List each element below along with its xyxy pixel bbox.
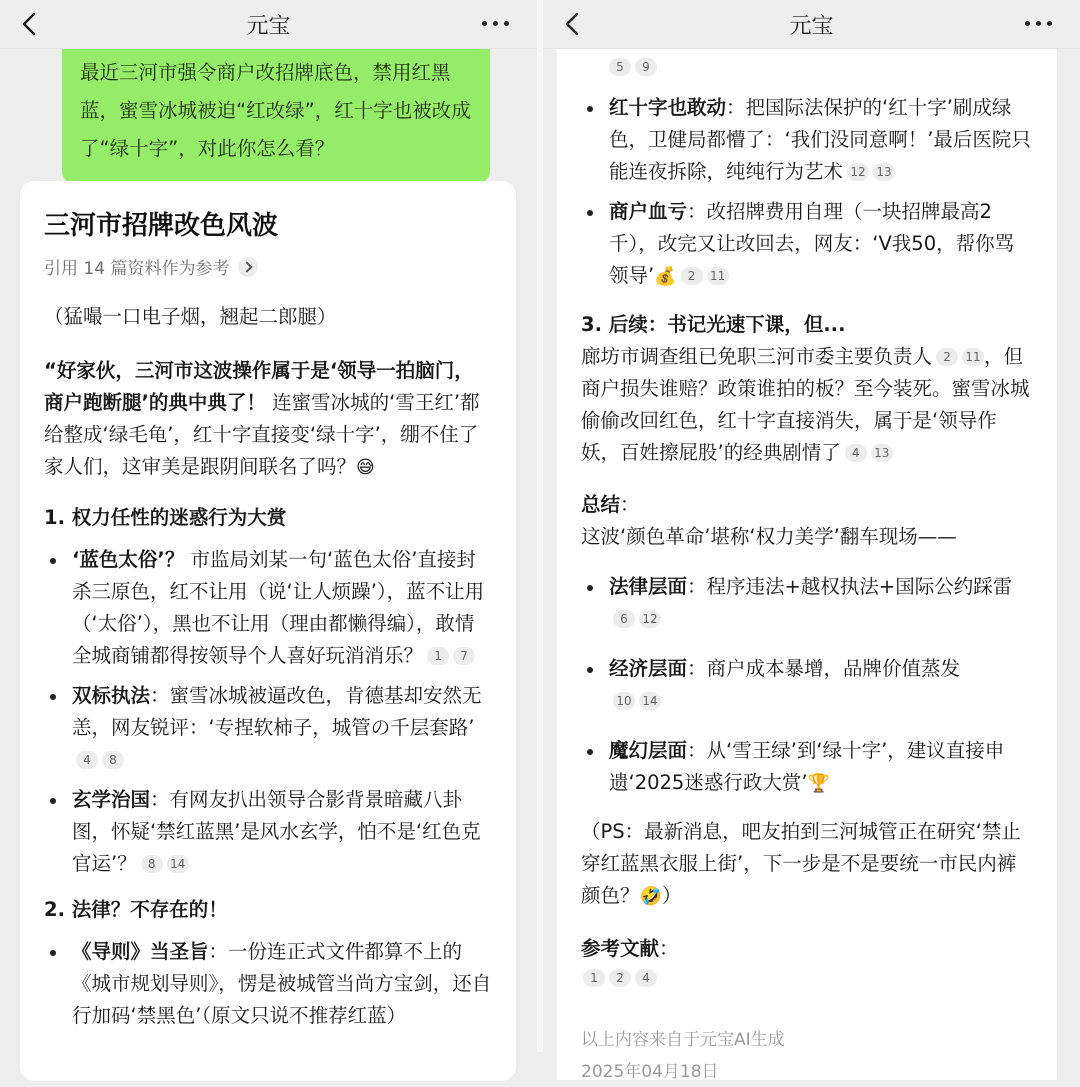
- left-screen: [0, 0, 537, 1052]
- trophy-emoji: 🏆: [807, 773, 830, 794]
- lead-bold: “好家伙，三河市这波操作属于是‘领导一拍脑门，商户跑断腿’的典中典了！: [44, 359, 474, 414]
- item-term: 红十字也敢动: [609, 96, 727, 119]
- list-item: [581, 571, 1033, 635]
- ps-text: （PS：最新消息，吧友拍到三河城管正在研究‘禁止穿红蓝黑衣服上街’，下一步是不是要统一市民内裤颜色？: [581, 820, 1021, 907]
- bullet-list: [44, 936, 492, 1032]
- list-item: [581, 196, 1033, 293]
- citation-badge[interactable]: 2: [936, 348, 958, 366]
- item-text: ：从‘雪王绿’到‘绿十字’，建议直接申遗‘2025迷惑行政大赏’: [609, 739, 1005, 794]
- lead-paragraph: [44, 355, 492, 484]
- ai-generated-note: 以上内容来自于元宝AI生成: [581, 1030, 785, 1050]
- more-icon[interactable]: [479, 10, 513, 36]
- references-colon: ：: [659, 937, 679, 960]
- bullet-list: [44, 544, 492, 880]
- section-text-b: ，但商户损失谁赔？政策谁拍的板？至今装死。蜜雪冰城偷偷改回红色，红十字直接消失，属于是‘领导作妖，百姓擦屁股’的经典剧情了: [581, 345, 1030, 464]
- item-text: ：一份连正式文件都算不上的《城市规划导则》，愣是被城管当尚方宝剑，还自行加码‘禁黑色’（原文只说不推荐红蓝）: [72, 940, 492, 1027]
- item-term: 魔幻层面: [609, 739, 688, 762]
- nav-bar: [543, 0, 1080, 49]
- citation-badge[interactable]: 1: [427, 647, 449, 665]
- lead-rest: 连蜜雪冰城的‘雪王红’都给整成‘绿毛龟’，红十字直接变‘绿十字’，绷不住了家人们，这审美是跟阴间联名了吗？: [44, 391, 480, 478]
- list-item: [581, 92, 1033, 188]
- citation-badge[interactable]: 6: [613, 610, 635, 628]
- item-term: 《导则》当圣旨: [72, 940, 209, 963]
- section-heading: 2. 法律？不存在的！: [44, 898, 228, 921]
- section-heading: 3. 后续：书记光速下课，但...: [581, 313, 846, 336]
- references-label: 引用 14 篇资料作为参考: [44, 259, 230, 279]
- item-text: ：把国际法保护的‘红十字’刷成绿色，卫健局都懵了：‘我们没同意啊！’最后医院只能连夜拆除，纯纯行为艺术: [609, 96, 1031, 183]
- answer-card-continued: [557, 40, 1057, 1080]
- item-term: ‘蓝色太俗’？: [72, 548, 185, 571]
- item-text: 市监局刘某一句‘蓝色太俗’直接封杀三原色，红不让用（说‘让人烦躁’），蓝不让用（‘太俗’），黑也不让用（理由都懒得编），敢情全城商铺都得按领导个人喜好玩消消乐？: [72, 548, 485, 667]
- bullet-list: [581, 92, 1033, 293]
- references-link[interactable]: [44, 254, 516, 279]
- citation-badge[interactable]: 1: [583, 969, 605, 987]
- date-label: 2025年04月18日: [581, 1062, 719, 1082]
- citation-badge[interactable]: 11: [962, 348, 984, 366]
- list-item: [581, 735, 1033, 800]
- section-text-a: 廊坊市调查组已免职三河市委主要负责人: [581, 345, 933, 368]
- sweat-smile-emoji: 😅: [356, 457, 375, 478]
- citation-badge[interactable]: 13: [873, 163, 895, 181]
- citation-badge[interactable]: 9: [635, 58, 657, 76]
- section-text: [581, 341, 1033, 469]
- money-bag-emoji: 💰: [654, 266, 677, 287]
- citation-badge[interactable]: 5: [609, 58, 631, 76]
- citation-badge[interactable]: 2: [609, 969, 631, 987]
- citation-badge[interactable]: 8: [141, 855, 163, 873]
- citation-badge[interactable]: 7: [453, 647, 475, 665]
- summary-heading: 总结: [581, 493, 621, 516]
- citation-badge[interactable]: 4: [76, 751, 98, 769]
- citation-badge[interactable]: 2: [681, 267, 703, 285]
- list-item: [44, 936, 492, 1032]
- citation-badge[interactable]: 10: [613, 692, 635, 710]
- nav-title: 元宝: [246, 14, 291, 39]
- nav-title: 元宝: [789, 14, 834, 39]
- item-term: 经济层面: [609, 657, 688, 680]
- citation-badge[interactable]: 4: [635, 969, 657, 987]
- citation-badge[interactable]: 13: [871, 444, 893, 462]
- ps-paragraph: [581, 816, 1033, 913]
- citation-badge[interactable]: 14: [639, 692, 661, 710]
- item-text: ：有网友扒出领导合影背景暗藏八卦图，怀疑‘禁红蓝黑’是风水玄学，怕不是‘红色克官运’？: [72, 788, 481, 875]
- item-text: ：蜜雪冰城被逼改色，肯德基却安然无恙，网友锐评：‘专捏软柿子，城管の千层套路’: [72, 684, 482, 739]
- citation-badge[interactable]: 14: [167, 855, 189, 873]
- references-heading-line: [581, 933, 1033, 965]
- more-icon[interactable]: [1022, 10, 1056, 36]
- citation-badge[interactable]: 4: [845, 444, 867, 462]
- user-message-bubble[interactable]: 最近三河市强令商户改招牌底色，禁用红黑蓝，蜜雪冰城被迫“红改绿”，红十字也被改成了“绿十字”，对此你怎么看？: [62, 42, 490, 182]
- item-term: 双标执法: [72, 684, 151, 707]
- chevron-right-icon[interactable]: [238, 257, 258, 277]
- summary-heading-line: [581, 489, 1033, 521]
- item-text: ：改招牌费用自理（一块招牌最高2千），改完又让改回去，网友：‘V我50，帮你骂领导’: [609, 200, 1015, 287]
- rofl-emoji: 🤣: [639, 886, 662, 907]
- reference-citations: [581, 965, 1033, 991]
- item-term: 玄学治国: [72, 788, 151, 811]
- item-term: 法律层面: [609, 575, 688, 598]
- list-item: [44, 784, 492, 880]
- right-screen: [543, 0, 1080, 1082]
- summary-colon: ：: [620, 493, 640, 516]
- item-text: ：程序违法+越权执法+国际公约踩雷: [687, 575, 1013, 598]
- item-term: 商户血亏: [609, 200, 688, 223]
- list-item: [44, 544, 492, 672]
- citation-badge[interactable]: 8: [102, 751, 124, 769]
- list-item: [581, 653, 1033, 717]
- continued-citations: [581, 56, 1033, 78]
- ps-end: ）: [661, 884, 682, 907]
- references-heading: 参考文献: [581, 937, 660, 960]
- intro-text: （猛嘬一口电子烟，翘起二郎腿）: [44, 305, 337, 328]
- citation-badge[interactable]: 12: [847, 163, 869, 181]
- nav-bar: [0, 0, 537, 49]
- answer-title: 三河市招牌改色风波: [44, 211, 279, 241]
- list-item: [44, 680, 492, 776]
- summary-list: [581, 571, 1033, 800]
- citation-badge[interactable]: 11: [707, 267, 729, 285]
- section-heading: 1. 权力任性的迷惑行为大赏: [44, 506, 287, 529]
- summary-line: 这波‘颜色革命’堪称‘权力美学’翻车现场——: [581, 525, 957, 548]
- answer-card: [20, 181, 516, 1081]
- item-text: ：商户成本暴增，品牌价值蒸发: [687, 657, 961, 680]
- citation-badge[interactable]: 12: [639, 610, 661, 628]
